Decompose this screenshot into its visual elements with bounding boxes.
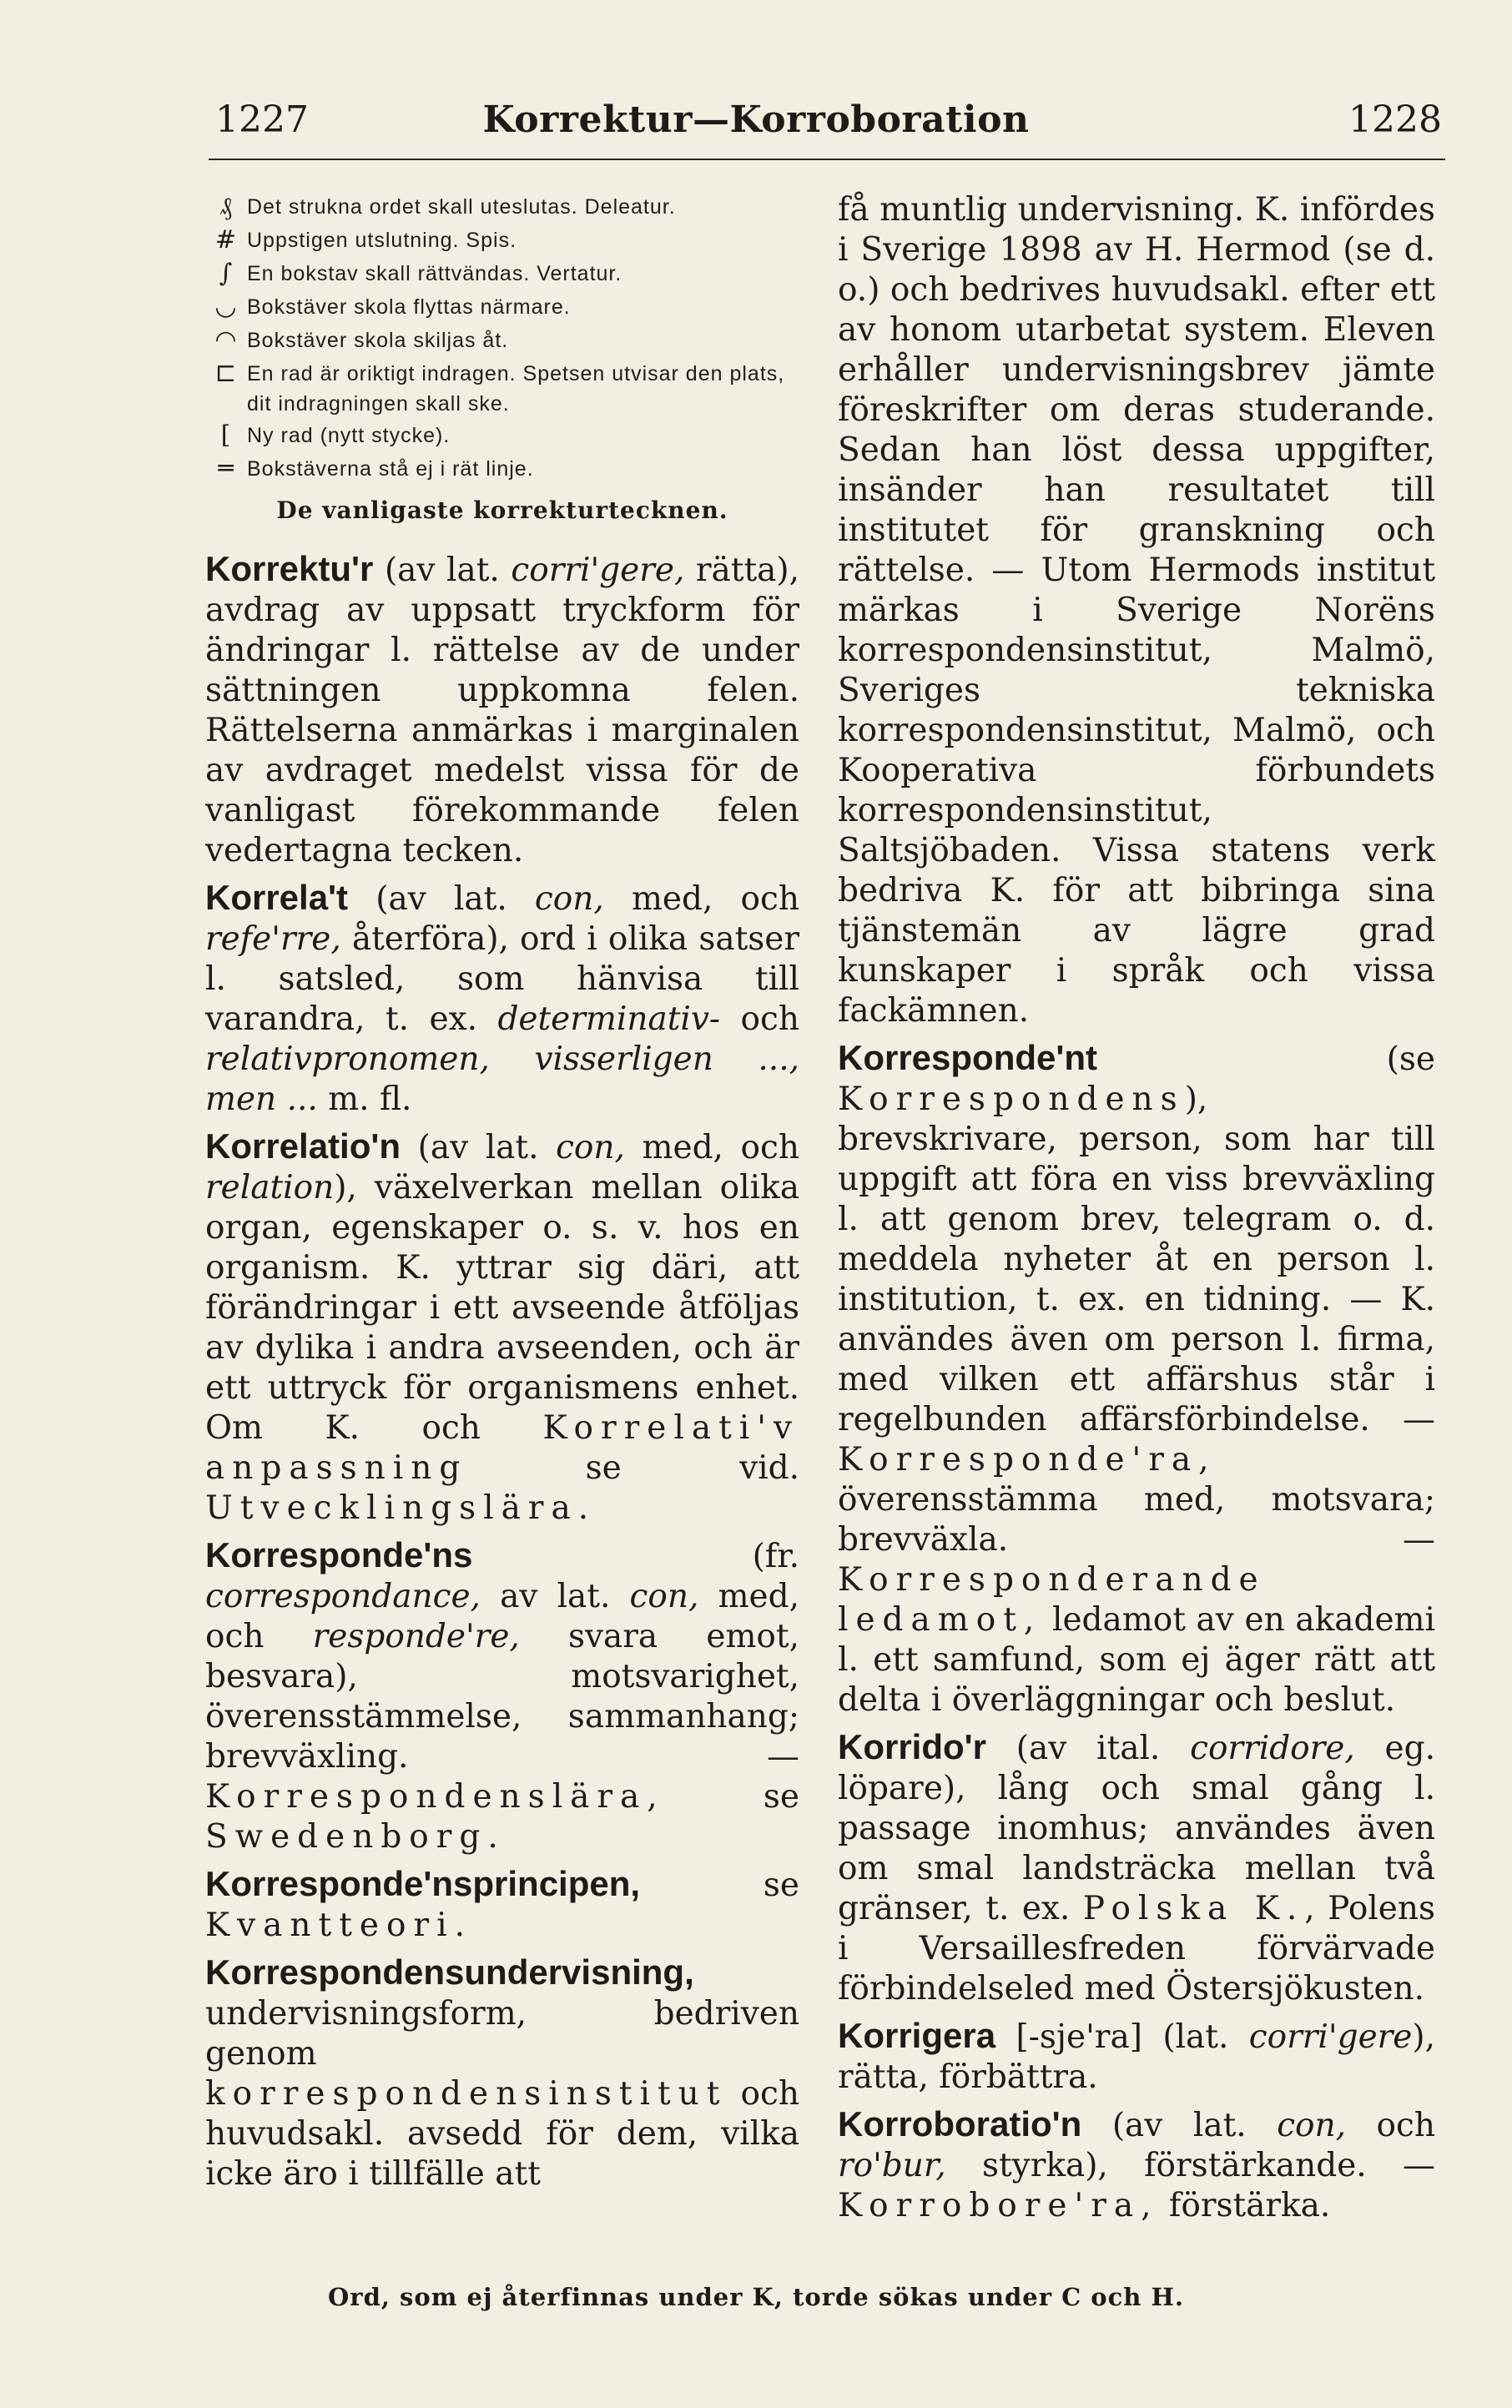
entry-crossref: Kvantteori (205, 1907, 455, 1944)
page-number-left: 1227 (215, 98, 309, 141)
bracket-mark-icon: [ (220, 421, 232, 450)
legend-text: En bokstav skall rättvändas. Vertatur. (247, 262, 622, 285)
entry-text: (av ital. (986, 1730, 1191, 1767)
close-up-mark-icon: ◡ (214, 292, 238, 321)
entry-headword: Korrigera (838, 2016, 996, 2055)
legend-text: Bokstäver skola skiljas åt. (247, 329, 509, 352)
legend-caption: De vanligaste korrekturtecknen. (276, 496, 728, 524)
entry-text: (av lat. (1081, 2107, 1278, 2144)
entry-text: (av lat. (348, 880, 535, 918)
entry-italic-text: corri'gere (1248, 2018, 1413, 2056)
right-entries (838, 190, 1435, 2226)
entry-text: ), brevskrivare, person, som har till uppgift att föra en viss brevväxling l. att genom brev, telegram o. d. meddela nyheter åt en person l. institution, t. ex. en tidning. — K. användes även om person l. firma, med vilken ett affärshus står i regelbunden affärsförbindelse. — (838, 1081, 1435, 1438)
entry-text: . (577, 1489, 589, 1527)
entry-text: få muntlig undervisning. K. infördes i Sverige 1898 av H. Hermod (se d. o.) och bedrives huvudsakl. efter ett av honom utarbetat system. Eleven erhåller undervisningsbrev jämte föreskrifter om deras studerande. Sedan han löst dessa uppgifter, insänder han resultatet till institutet för granskning och rättelse. — Utom Hermods institut märkas i Sverige Norëns korrespondensinstitut, Malmö, Sveriges tekniska korrespondensinstitut, Malmö, och Kooperativa förbundets korrespondensinstitut, Saltsjöbaden. Vissa statens verk bedriva K. för att bibringa sina tjänstemän av lägre grad kunskaper i språk och vissa fackämnen. (838, 191, 1435, 1030)
entry-italic-text: ro'bur, (838, 2147, 946, 2184)
entry-text: med, och (624, 1129, 799, 1166)
entry-italic-text: relation (205, 1169, 335, 1207)
entry-italic-text: determinativ- (497, 1000, 721, 1038)
page-number-right: 1228 (1348, 98, 1442, 141)
entry-crossref: Utvecklingslära (205, 1489, 578, 1527)
entry-text: (av lat. (401, 1129, 557, 1166)
entry-text: förstärka. (1158, 2187, 1331, 2224)
entry-crossref: Korrespondenslära, (205, 1778, 665, 1816)
entry-headword: Korrelatio'n (205, 1126, 401, 1166)
legend-row-spis (205, 224, 799, 257)
entry-italic-text: con, (556, 1129, 625, 1166)
align-mark-icon: ═ (218, 454, 234, 483)
entry-crossref: Korrelati'v anpassning (205, 1409, 799, 1487)
entry-text: med, och (603, 880, 799, 918)
running-title: Korrektur—Korroboration (482, 98, 1030, 141)
legend-row-align (205, 452, 799, 486)
entry-text: rätta), avdrag av uppsatt tryckform för ändringar l. rättelse av de under sättningen uppkomna felen. Rättelserna anmärkas i marginalen av avdraget medelst vissa för de vanligast förekommande felen vedertagna tecken. (205, 552, 800, 869)
entry-text: (fr. (472, 1538, 799, 1575)
entry-text: se vid. (467, 1449, 799, 1487)
legend-text: Bokstäver skola flyttas närmare. (247, 295, 571, 319)
entry-italic-text: con, (1277, 2107, 1347, 2144)
entry-text: . (487, 1818, 498, 1856)
proof-marks-legend (205, 190, 799, 527)
entry-crossref: Swedenborg (205, 1818, 488, 1856)
entry-text: , Polens i Versaillesfreden förvärvade förbindelseled med Östersjökusten. (838, 1890, 1435, 2008)
entry-text: ), rätta, förbättra. (838, 2018, 1435, 2096)
entry-text: (se (1097, 1040, 1435, 1078)
entry-headword: Korresponde'nsprincipen, (205, 1864, 641, 1903)
entry-headword: Korroboratio'n (838, 2104, 1082, 2144)
entry-italic-text: corri'gere, (511, 552, 685, 589)
entry-text: se (664, 1778, 799, 1816)
entry-text: återföra), ord i olika satser l. satsled, som hänvisa till varandra, t. ex. (205, 920, 799, 1038)
entry-headword: Korresponde'ns (205, 1535, 473, 1574)
dictionary-entry (838, 1038, 1435, 1720)
dictionary-entry (205, 878, 799, 1120)
entry-text: och (1346, 2107, 1435, 2144)
entry-text: se (640, 1866, 799, 1904)
entry-italic-text: con, (629, 1578, 699, 1615)
entry-italic-text: correspondance, (205, 1578, 481, 1615)
entry-text: med, och (205, 1578, 799, 1655)
entry-crossref: korrespondensinstitut (205, 2075, 728, 2113)
entry-headword: Korrespondensundervisning, (205, 1952, 694, 1992)
entry-headword: Korrela't (205, 878, 349, 917)
entry-text: eg. löpare), lång och smal gång l. passage inomhus; användes även om smal landsträcka mellan två gränser, t. ex. (838, 1730, 1435, 1927)
entry-text: [-sje'ra] (lat. (995, 2018, 1249, 2056)
hash-mark-icon: # (214, 225, 238, 254)
entry-italic-text: responde're, (312, 1618, 520, 1655)
entry-text: och huvudsakl. avsedd för dem, vilka icke äro i tillfälle att (205, 2075, 799, 2193)
dictionary-entry (205, 1535, 799, 1857)
entry-crossref: Polska K. (1082, 1890, 1305, 1927)
dictionary-entry (205, 549, 799, 871)
dictionary-entry (838, 2016, 1435, 2098)
dictionary-entry (838, 190, 1435, 1031)
entry-headword: Korresponde'nt (838, 1038, 1098, 1077)
legend-row-new-paragraph (205, 419, 799, 452)
entry-italic-text: relativpronomen, visserligen ..., men ... (205, 1040, 799, 1118)
dictionary-entry (205, 1864, 799, 1946)
indent-mark-icon: ⊏ (214, 359, 238, 388)
legend-row-close-up (205, 290, 799, 324)
entry-crossref: Korresponderande ledamot, (838, 1561, 1266, 1639)
vertatur-mark-icon: ∫ (219, 259, 234, 288)
right-column (838, 190, 1435, 2233)
entry-headword: Korrektu'r (205, 549, 374, 588)
dictionary-entry (205, 1952, 799, 2194)
entry-crossref: Korrobore'ra, (838, 2187, 1159, 2224)
dictionary-entry (838, 1727, 1435, 2009)
entry-crossref: Korresponde'ra, (838, 1441, 1217, 1479)
legend-row-deleatur (205, 190, 799, 224)
legend-text: Bokstäverna stå ej i rät linje. (247, 457, 534, 481)
dictionary-entry (838, 2104, 1435, 2226)
legend-text: En rad är oriktigt indragen. Spetsen utvisar den plats, dit indragningen skall ske. (247, 362, 785, 416)
legend-text: Uppstigen utslutning. Spis. (247, 229, 517, 252)
entry-text: styrka), förstärkande. — (945, 2147, 1435, 2184)
entry-text: av lat. (480, 1578, 630, 1615)
entry-italic-text: corridore, (1190, 1730, 1355, 1767)
entry-headword: Korrido'r (838, 1727, 986, 1766)
entry-text: undervisningsform, bedriven genom (205, 1995, 799, 2073)
entry-text: och (720, 1000, 799, 1038)
header-rule (209, 159, 1445, 160)
dictionary-entry (205, 1126, 799, 1529)
left-entries (205, 549, 799, 2194)
entry-text: ), växelverkan mellan olika organ, egenskaper o. s. v. hos en organism. K. yttrar sig däri, att förändringar i ett avseende åtföljas av dylika i andra avseenden, och är ett uttryck för organismens enhet. Om K. och (205, 1169, 799, 1447)
entry-text: (av lat. (373, 552, 512, 589)
entry-text: överensstämma med, motsvara; brevväxla. — (838, 1481, 1435, 1559)
entry-text: . (454, 1907, 465, 1944)
entry-italic-text: refe'rre, (205, 920, 341, 958)
entry-crossref: Korrespondens (838, 1081, 1185, 1118)
entry-text: m. fl. (317, 1081, 412, 1118)
footer-note: Ord, som ej återfinnas under K, torde sökas under C och H. (328, 2283, 1184, 2311)
entry-text: ledamot av en akademi l. ett samfund, som ej äger rätt att delta i överläggningar och beslut. (838, 1601, 1435, 1719)
legend-row-indent (205, 359, 799, 419)
legend-row-separate (205, 324, 799, 357)
separate-mark-icon: ◠ (214, 325, 238, 355)
legend-text: Ny rad (nytt stycke). (247, 424, 451, 447)
legend-row-vertatur (205, 257, 799, 290)
entry-text: svara emot, besvara), motsvarighet, överensstämmelse, sammanhang; brevväxling. — (205, 1618, 799, 1776)
entry-italic-text: con, (534, 880, 604, 918)
legend-text: Det strukna ordet skall uteslutas. Deleatur. (247, 195, 676, 219)
deleatur-mark-icon: ₰ (219, 192, 233, 221)
left-column (205, 190, 799, 2201)
